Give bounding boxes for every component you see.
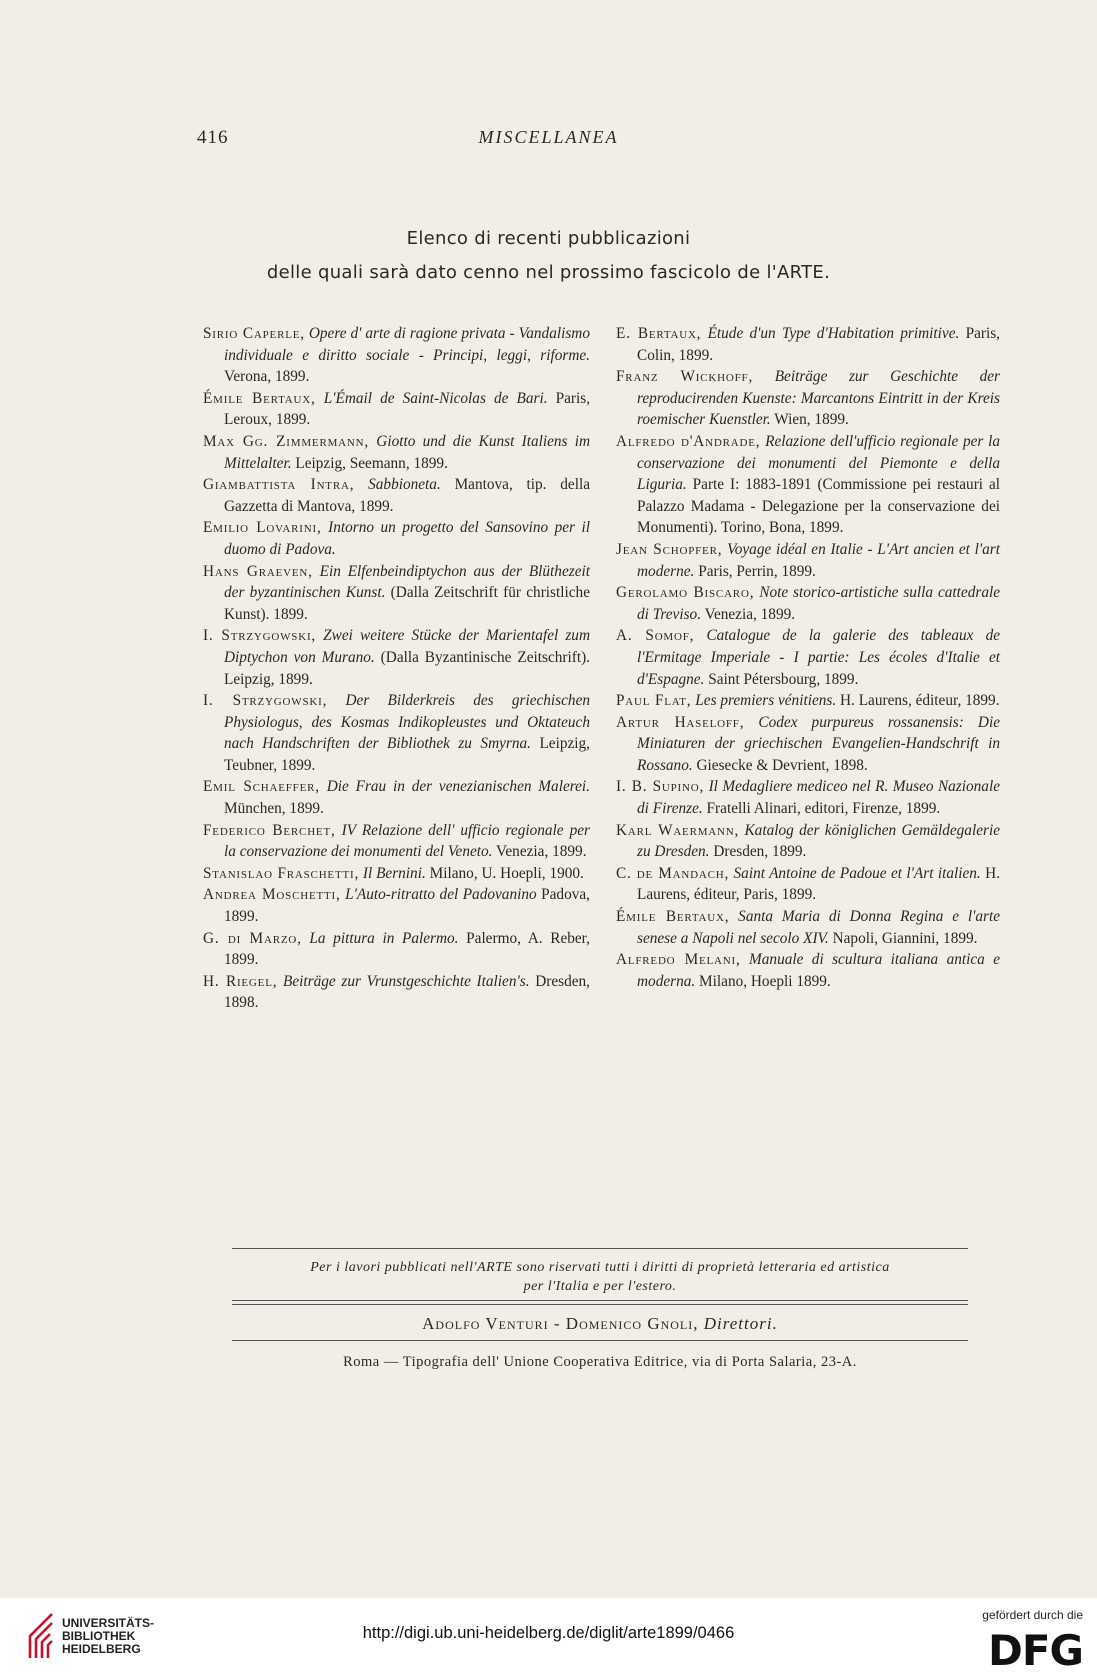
entry-publication: Palermo, A. Reber, 1899. xyxy=(224,929,590,969)
entry-title: Codex purpureus rossanensis: Die Miniaturen der griechischen Evangelien-Handschrift in Rossano. xyxy=(637,713,1000,774)
source-url-link[interactable]: http://digi.ub.uni-heidelberg.de/diglit/arte1899/0466 xyxy=(362,1624,735,1642)
entry-title: Il Bernini. xyxy=(362,864,426,882)
bibliography-entry xyxy=(616,323,1000,366)
bibliography-entry xyxy=(616,776,1000,819)
entry-title: Santa Maria di Donna Regina e l'arte senese a Napoli nel secolo XIV. xyxy=(637,908,1000,947)
entry-publication: Leipzig, Teubner, 1899. xyxy=(224,735,590,774)
library-name-line: HEIDELBERG xyxy=(62,1642,141,1656)
entry-title: Intorno un progetto del Sansovino per il duomo di Padova. xyxy=(224,519,590,558)
entry-title: Catalogue de la galerie des tableaux de l'Ermitage Imperiale - I partie: Les écoles d'Italie et d'Espagne. xyxy=(637,627,1001,688)
bibliography-entry xyxy=(616,582,1000,625)
bibliography-entry xyxy=(616,431,1000,539)
entry-publication: Giesecke & Devrient, 1898. xyxy=(696,756,868,774)
entry-author: Paul Flat, xyxy=(616,692,692,710)
bibliography-entry xyxy=(203,884,590,927)
printer-line: Roma — Tipografia dell' Unione Cooperativa Editrice, via di Porta Salaria, 23-A. xyxy=(343,1354,857,1370)
entry-publication: Saint Pétersbourg, 1899. xyxy=(708,670,859,688)
entry-title: Opere d' arte di ragione privata - Vandalismo individuale e diritto sociale - Principi, leggi, riforme. xyxy=(224,325,590,364)
entry-author: Stanislao Fraschetti, xyxy=(203,864,360,882)
entry-author: Sirio Caperle, xyxy=(203,325,305,342)
entry-author: I. Strzygowski, xyxy=(203,692,328,710)
list-title: Elenco di recenti pubblicazioni xyxy=(406,228,691,249)
entry-author: Gerolamo Biscaro, xyxy=(616,584,755,602)
entry-author: E. Bertaux, xyxy=(616,325,702,342)
bibliography-entry xyxy=(616,820,1000,863)
entry-publication: Napoli, Giannini, 1899. xyxy=(832,929,978,947)
entry-author: I. B. Supino, xyxy=(616,778,705,796)
funding-caption: gefördert durch die xyxy=(982,1608,1083,1622)
entry-title: Étude d'un Type d'Habitation primitive. xyxy=(707,325,960,342)
entry-author: Alfredo d'Andrade, xyxy=(616,432,761,450)
entry-title: Manuale di scultura italiana antica e moderna. xyxy=(637,951,1000,990)
entry-title: L'Émail de Saint-Nicolas de Bari. xyxy=(323,389,548,407)
bibliography-entry xyxy=(203,388,590,431)
entry-title: L'Auto-ritratto del Padovanino xyxy=(345,886,537,904)
entry-title: Beiträge zur Vrunstgeschichte Italien's. xyxy=(283,972,530,990)
running-title: MISCELLANEA xyxy=(478,127,619,147)
entry-publication: Mantova, tip. della Gazzetta di Mantova, 1899. xyxy=(224,476,591,515)
entry-author: Émile Bertaux, xyxy=(203,389,316,407)
entry-title: Saint Antoine de Padoue et l'Art italien. xyxy=(733,864,981,882)
bibliography-entry xyxy=(616,366,1000,431)
entry-author: Karl Waermann, xyxy=(616,821,740,839)
bibliography-entry xyxy=(203,517,590,560)
library-name-line: UNIVERSITÄTS- xyxy=(62,1616,155,1630)
bibliography-entry xyxy=(616,863,1000,906)
entry-publication: Dresden, 1898. xyxy=(224,972,590,1012)
entry-publication: Verona, 1899. xyxy=(224,368,310,386)
entry-publication: Paris, Perrin, 1899. xyxy=(698,562,816,580)
entry-publication: H. Laurens, éditeur, 1899. xyxy=(840,692,1000,710)
page-number: 416 xyxy=(197,127,229,148)
bibliography-entry xyxy=(203,971,590,1014)
entry-author: Federico Berchet, xyxy=(203,821,336,839)
bibliography-entry xyxy=(616,625,1000,690)
bibliography-entry xyxy=(203,690,590,776)
directors-line xyxy=(232,1314,968,1334)
entry-publication: Venezia, 1899. xyxy=(704,605,796,623)
entry-author: A. Somof, xyxy=(616,627,695,645)
bibliography-entry xyxy=(616,690,1000,712)
left-column xyxy=(203,323,590,1014)
entry-author: Andrea Moschetti, xyxy=(203,886,341,904)
entry-title: Sabbioneta. xyxy=(368,476,441,494)
list-subtitle: delle quali sarà dato cenno nel prossimo fascicolo de l'ARTE. xyxy=(266,262,831,283)
entry-title: La pittura in Palermo. xyxy=(309,929,459,947)
dfg-logo: DFG xyxy=(987,1626,1083,1675)
entry-author: Franz Wickhoff, xyxy=(616,368,754,386)
entry-title: Giotto und die Kunst Italiens im Mittelalter. xyxy=(224,432,591,472)
bibliography-entry xyxy=(203,561,590,626)
entry-title: Ein Elfenbeindiptychon aus der Blüthezeit der byzantinischen Kunst. xyxy=(224,562,590,602)
entry-title: Les premiers vénitiens. xyxy=(695,692,837,710)
right-column xyxy=(616,323,1000,992)
entry-publication: H. Laurens, éditeur, Paris, 1899. xyxy=(637,864,1001,904)
entry-publication: Venezia, 1899. xyxy=(496,843,587,861)
entry-publication: Wien, 1899. xyxy=(774,411,849,429)
directors-role: Direttori. xyxy=(703,1314,778,1333)
entry-author: Alfredo Melani, xyxy=(616,951,741,969)
rights-note xyxy=(232,1258,968,1296)
entry-title: Il Medagliere mediceo nel R. Museo Nazionale di Firenze. xyxy=(637,778,1000,818)
entry-author: I. Strzygowski, xyxy=(203,627,317,645)
library-name-line: BIBLIOTHEK xyxy=(62,1629,136,1643)
entry-publication: Parte I: 1883-1891 (Commissione pei restauri al Palazzo Madama - Delegazione per la conservazione dei Monumenti). Torino, Bona, 1899. xyxy=(637,476,1000,537)
entry-author: Emil Schaeffer, xyxy=(203,778,320,796)
bibliography-entry xyxy=(616,539,1000,582)
entry-publication: Fratelli Alinari, editori, Firenze, 1899. xyxy=(706,800,941,818)
bibliography-entry xyxy=(616,949,1000,992)
footer-double-rule xyxy=(232,1300,968,1305)
entry-title: Der Bilderkreis des griechischen Physiologus, des Kosmas Indikopleustes und Oktateuch nach Handschriften der Bibliothek zu Smyrna. xyxy=(224,692,591,753)
bibliography-entry xyxy=(203,820,590,863)
entry-author: C. de Mandach, xyxy=(616,864,730,882)
entry-publication: Padova, 1899. xyxy=(224,886,590,926)
bibliography-entry xyxy=(203,928,590,971)
entry-publication: (Dalla Byzantinische Zeitschrift). Leipzig, 1899. xyxy=(224,648,591,688)
bibliography-entry xyxy=(616,906,1000,949)
bibliography-entry xyxy=(203,625,590,690)
entry-publication: Dresden, 1899. xyxy=(713,843,807,861)
entry-author: Giambattista Intra, xyxy=(203,476,355,494)
entry-author: Hans Graeven, xyxy=(203,562,313,580)
entry-title: Die Frau in der venezianischen Malerei. xyxy=(326,778,590,796)
bibliography-entry xyxy=(203,431,590,474)
entry-publication: Milano, Hoepli 1899. xyxy=(699,972,831,990)
directors-names: Adolfo Venturi - Domenico Gnoli, xyxy=(422,1314,699,1333)
entry-author: Émile Bertaux, xyxy=(616,908,730,926)
entry-author: G. di Marzo, xyxy=(203,929,302,947)
entry-title: IV Relazione dell' ufficio regionale per la conservazione dei monumenti del Veneto. xyxy=(224,821,590,861)
rights-line-2: per l'Italia e per l'estero. xyxy=(523,1279,677,1294)
entry-publication: (Dalla Zeitschrift für christliche Kunst). 1899. xyxy=(224,584,590,623)
entry-author: H. Riegel, xyxy=(203,972,278,990)
entry-title: Beiträge zur Geschichte der reproducirenden Kuenste: Marcantons Eintritt in der Kreis roemischer Kuenstler. xyxy=(637,368,1001,429)
bibliography-entry xyxy=(203,474,590,517)
entry-author: Artur Haseloff, xyxy=(616,713,745,731)
footer-rule xyxy=(232,1248,968,1249)
entry-publication: Paris, Colin, 1899. xyxy=(637,325,1000,364)
digitization-bar xyxy=(0,1598,1097,1678)
entry-title: Note storico-artistiche sulla cattedrale di Treviso. xyxy=(637,584,1001,623)
entry-title: Zwei weitere Stücke der Marientafel zum Diptychon von Murano. xyxy=(224,627,590,666)
footer-rule-lower xyxy=(232,1340,968,1341)
entry-author: Emilio Lovarini, xyxy=(203,519,322,537)
rights-line-1: Per i lavori pubblicati nell'ARTE sono riservati tutti i diritti di proprietà letteraria ed artistica xyxy=(310,1260,890,1275)
page-header xyxy=(0,127,1097,151)
entry-publication: Paris, Leroux, 1899. xyxy=(224,389,591,429)
entry-publication: München, 1899. xyxy=(224,800,324,818)
entry-publication: Milano, U. Hoepli, 1900. xyxy=(429,864,584,882)
bibliography-entry xyxy=(616,712,1000,777)
bibliography-entry xyxy=(203,863,590,885)
entry-title: Katalog der königlichen Gemäldegalerie zu Dresden. xyxy=(637,821,1000,861)
entry-author: Jean Schopfer, xyxy=(616,540,723,558)
bibliography-entry xyxy=(203,323,590,388)
entry-title: Relazione dell'ufficio regionale per la conservazione dei monumenti del Piemonte e della Liguria. xyxy=(637,432,1000,494)
entry-publication: Leipzig, Seemann, 1899. xyxy=(295,454,448,472)
bibliography-entry xyxy=(203,776,590,819)
entry-author: Max Gg. Zimmermann, xyxy=(203,432,370,450)
entry-title: Voyage idéal en Italie - L'Art ancien et l'art moderne. xyxy=(637,540,1000,580)
